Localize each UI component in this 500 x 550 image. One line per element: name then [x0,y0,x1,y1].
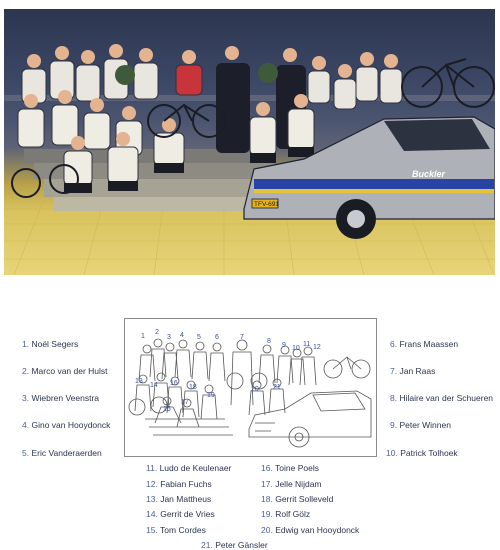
legend-entry-14: 14. Gerrit de Vries [146,509,215,519]
numbered-key-drawing [124,318,377,457]
key-num-3: 3 [167,334,171,341]
key-num-20: 20 [251,386,259,393]
legend-entry-5: 5. Eric Vanderaerden [22,448,102,458]
key-num-4: 4 [180,332,184,339]
key-num-7: 7 [240,334,244,341]
legend-entry-9: 9. Peter Winnen [390,420,451,430]
legend-entry-1: 1. Noël Segers [22,339,79,349]
key-num-12: 12 [313,344,321,351]
legend-entry-11: 11. Ludo de Keulenaer [146,463,232,473]
team-photo [4,9,495,275]
key-num-8: 8 [267,338,271,345]
key-num-19: 19 [207,392,215,399]
key-num-10: 10 [292,345,300,352]
key-num-13: 13 [135,378,143,385]
key-num-15: 15 [163,406,171,413]
key-outline-svg [125,319,376,456]
key-num-1: 1 [141,333,145,340]
red-jersey-rider [176,65,202,95]
key-num-2: 2 [155,329,159,336]
key-num-17: 17 [181,399,189,406]
legend-entry-12: 12. Fabian Fuchs [146,479,212,489]
legend-entry-18: 18. Gerrit Solleveld [261,494,334,504]
legend-entry-10: 10. Patrick Tolhoek [386,448,458,458]
car-plate: TFV-691 [254,201,279,208]
legend-entry-7: 7. Jan Raas [390,366,436,376]
legend-entry-15: 15. Tom Cordes [146,525,206,535]
team-photo-illustration [4,9,495,275]
stairs [24,149,274,211]
key-num-21: 21 [273,384,281,391]
key-num-11: 11 [303,341,311,348]
key-num-5: 5 [197,334,201,341]
legend-entry-3: 3. Wiebren Veenstra [22,393,100,403]
legend-entry-13: 13. Jan Mattheus [146,494,212,504]
legend-entry-6: 6. Frans Maassen [390,339,459,349]
legend-entry-8: 8. Hilaire van der Schueren [390,393,494,403]
car-sponsor-text: Buckler [412,169,446,179]
legend-entry-17: 17. Jelle Nijdam [261,479,322,489]
key-num-18: 18 [189,384,197,391]
key-figure-outlines [129,339,371,447]
legend-entry-16: 16. Toine Poels [261,463,319,473]
key-num-14: 14 [150,382,158,389]
legend-entry-20: 20. Edwig van Hooydonck [261,525,360,535]
legend-entry-4: 4. Gino van Hooydonck [22,420,111,430]
legend-entry-19: 19. Rolf Gölz [261,509,311,519]
key-num-6: 6 [215,334,219,341]
legend-entry-21: 21. Peter Gänsler [201,540,268,550]
key-num-9: 9 [282,342,286,349]
legend-entry-2: 2. Marco van der Hulst [22,366,108,376]
key-num-16: 16 [170,380,178,387]
